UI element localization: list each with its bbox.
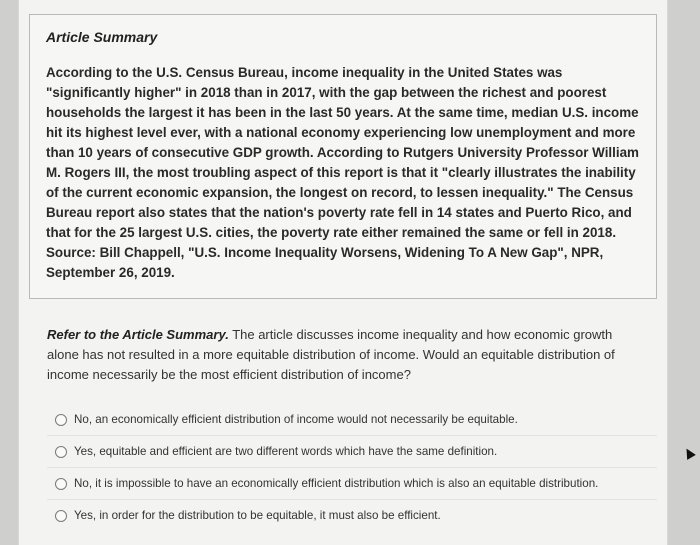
summary-body: According to the U.S. Census Bureau, income inequality in the United States was "significantly higher" in 2018 than in 2017, with the gap between the richest and poorest households the largest it has been in the last 50 years. At the same time, median U.S. income hit its highest level ever, with a national economy experiencing low unemployment and more than 10 years of consecutive GDP growth. According to Rutgers University Professor William M. Rogers III, the most troubling aspect of this report is that it "clearly illustrates the inability of the current economic expansion, the longest on record, to lessen inequality." The Census Bureau report also states that the nation's poverty rate fell in 14 states and Puerto Rico, and that for the 25 largest U.S. cities, the poverty rate either remained the same or fell in 2018. [46,65,639,240]
answer-option-label: No, an economically efficient distribution of income would not necessarily be equitable. [74,413,518,426]
article-summary-box [29,14,657,299]
answer-option-3[interactable] [47,467,657,499]
radio-button-icon[interactable] [55,478,67,490]
summary-heading: Article Summary [46,29,158,45]
answer-option-label: No, it is impossible to have an economically efficient distribution which is also an equitable distribution. [74,477,599,490]
radio-button-icon[interactable] [55,446,67,458]
question-text: The article discusses income inequality and how economic growth alone has not resulted in a more equitable distribution of income. Would an equitable distribution of income necessarily be the most efficient distribution of income? [47,327,615,382]
radio-button-icon[interactable] [55,510,67,522]
radio-button-icon[interactable] [55,414,67,426]
question-prompt [47,325,647,385]
answer-option-label: Yes, equitable and efficient are two different words which have the same definition. [74,445,498,458]
answer-option-label: Yes, in order for the distribution to be equitable, it must also be efficient. [74,509,441,522]
question-reference: Refer to the Article Summary. [47,327,229,342]
answer-option-1[interactable] [47,404,657,435]
answer-options [47,404,657,531]
mouse-cursor-icon [682,446,696,460]
answer-option-4[interactable] [47,499,657,531]
summary-source: Source: Bill Chappell, "U.S. Income Inequality Worsens, Widening To A New Gap", NPR, September 26, 2019. [46,245,604,280]
question-card [18,0,668,545]
answer-option-2[interactable] [47,435,657,467]
